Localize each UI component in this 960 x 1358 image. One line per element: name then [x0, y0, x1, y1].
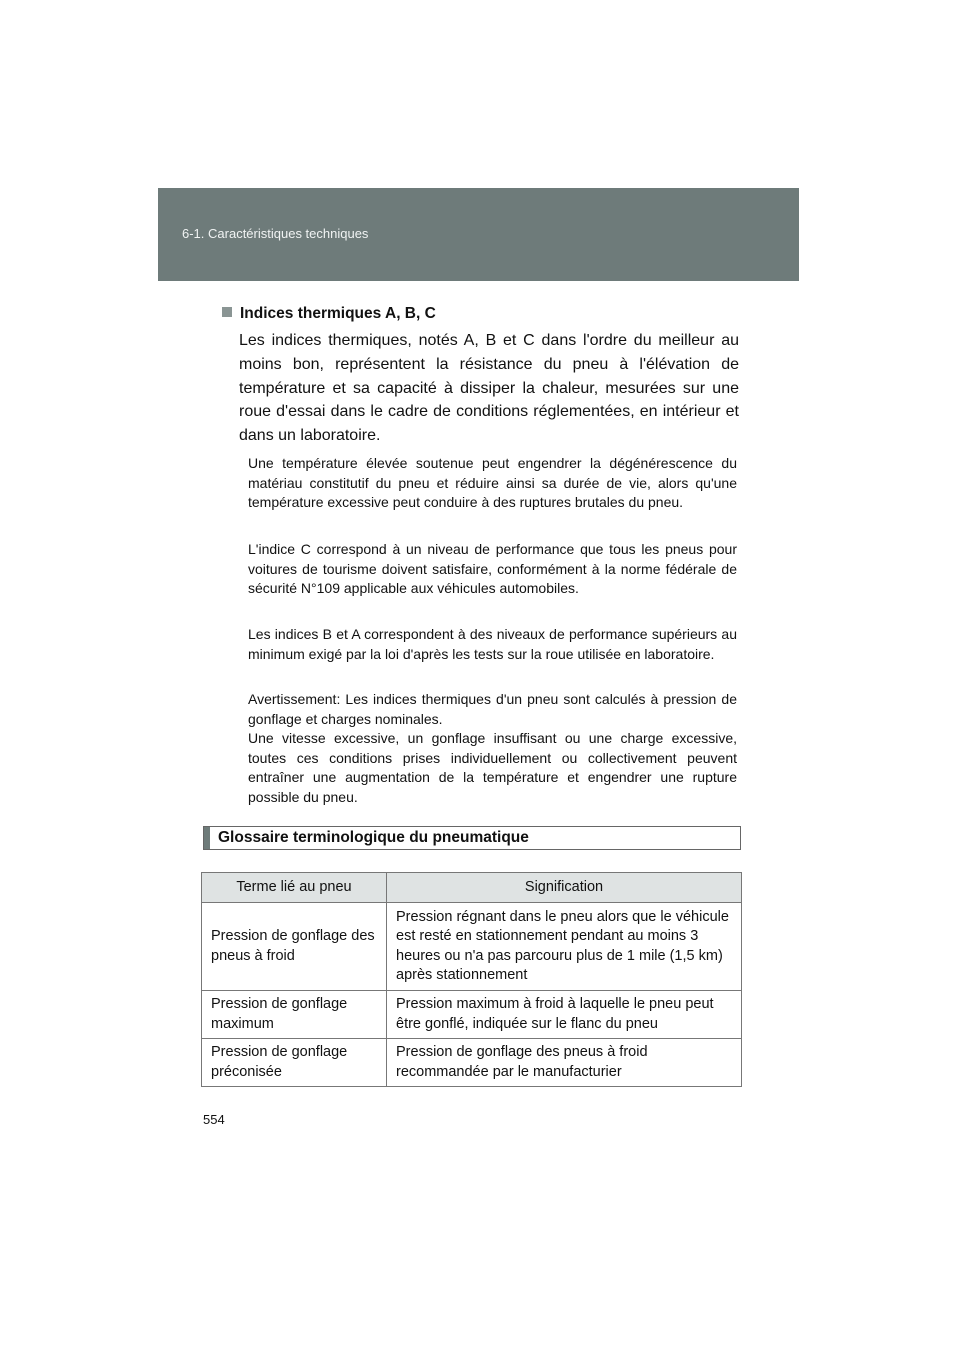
- bullet-square-icon: [222, 307, 232, 317]
- table-row: [202, 1039, 742, 1087]
- heading-accent-bar: [204, 827, 210, 849]
- note-paragraph: L'indice C correspond à un niveau de performance que tous les pneus pour voitures de tourisme doivent satisfaire, conformément à la norme fédérale de sécurité N°109 applicable aux véhicules automobiles.: [248, 541, 737, 596]
- note-paragraph: Une vitesse excessive, un gonflage insuffisant ou une charge excessive, toutes ces conditions prises individuellement ou collectivement peuvent entraîner une augmentation de la température et engendrer une rupture possible du pneu.: [248, 730, 737, 805]
- glossary-heading-text: Glossaire terminologique du pneumatique: [218, 829, 529, 846]
- glossary-heading: [203, 826, 741, 850]
- meaning-cell: Pression maximum à froid à laquelle le pneu peut être gonflé, indiquée sur le flanc du pneu: [387, 991, 742, 1039]
- table-row: [202, 991, 742, 1039]
- section-title: 6-1. Caractéristiques techniques: [182, 226, 369, 241]
- term-cell: Pression de gonflage des pneus à froid: [202, 903, 387, 991]
- note-paragraph: Les indices B et A correspondent à des niveaux de performance supérieurs au minimum exigé par la loi d'après les tests sur la roue utilisée en laboratoire.: [248, 626, 737, 662]
- note-paragraph: Avertissement: Les indices thermiques d'un pneu sont calculés à pression de gonflage et charges nominales.: [248, 691, 737, 727]
- lead-paragraph: Les indices thermiques, notés A, B et C dans l'ordre du meilleur au moins bon, représentent la résistance du pneu à l'élévation de température et sa capacité à dissiper la chaleur, mesurées sur une roue d'essai dans le cadre de conditions réglementées, en intérieur et dans un laboratoire.: [239, 332, 739, 445]
- column-header-meaning: Signification: [387, 873, 742, 903]
- column-header-term: Terme lié au pneu: [202, 873, 387, 903]
- meaning-cell: Pression de gonflage des pneus à froid recommandée par le manufacturier: [387, 1039, 742, 1087]
- term-cell: Pression de gonflage préconisée: [202, 1039, 387, 1087]
- table-header-row: [202, 873, 742, 903]
- meaning-cell: Pression régnant dans le pneu alors que le véhicule est resté en stationnement pendant au moins 3 heures ou n'a pas parcouru plus de 1 mile (1,5 km) après stationnement: [387, 903, 742, 991]
- item-title: Indices thermiques A, B, C: [240, 305, 436, 322]
- term-cell: Pression de gonflage maximum: [202, 991, 387, 1039]
- table-row: [202, 903, 742, 991]
- item-heading: [222, 305, 436, 323]
- page-number: 554: [203, 1112, 225, 1127]
- note-paragraph: Une température élevée soutenue peut engendrer la dégénérescence du matériau constitutif du pneu et réduire ainsi sa durée de vie, alors qu'une température excessive peut conduire à des ruptures brutales du pneu.: [248, 455, 737, 510]
- chapter-header-band: [158, 188, 799, 281]
- glossary-table: [201, 872, 742, 1087]
